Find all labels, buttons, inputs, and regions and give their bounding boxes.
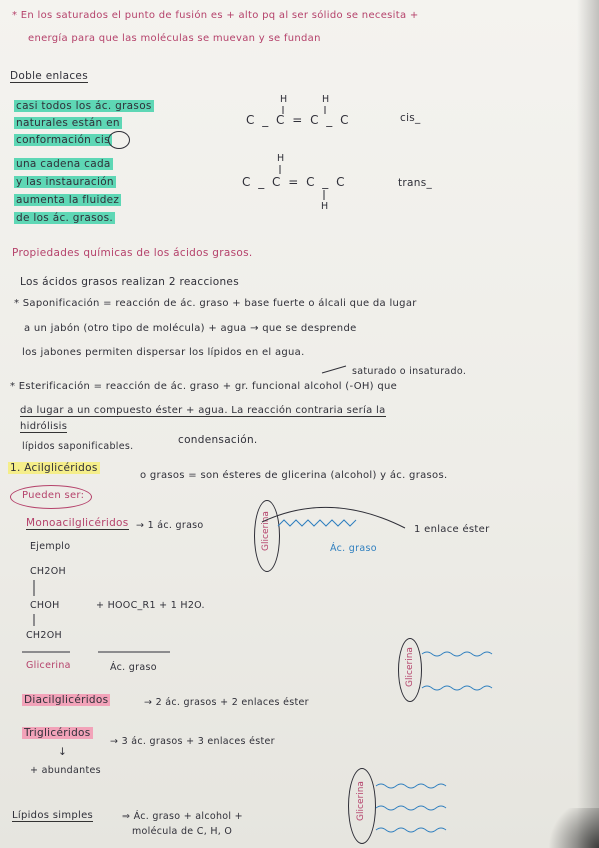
simples-definition-1: ⇒ Ác. graso + alcohol + xyxy=(122,811,243,822)
note-line-2: energía para que las moléculas se muevan y se fundan xyxy=(28,33,321,44)
prop-line-7: hidrólisis xyxy=(20,421,68,432)
trans-formula: C _ C = C _ C xyxy=(242,175,347,189)
section-acilgliceridos: 1. Acilglicéridos xyxy=(10,462,98,474)
trans-label: trans_ xyxy=(398,177,433,189)
note-green-6: aumenta la fluidez xyxy=(16,194,120,206)
note-green-4: una cadena cada xyxy=(16,158,111,170)
reaction-equation: + HOOC_R1 + 1 H2O. xyxy=(96,600,205,611)
di-title: Diacilglicéridos xyxy=(24,694,109,706)
fatty-acid-zigzag-1 xyxy=(278,520,356,526)
prop-line-6: da lugar a un compuesto éster + agua. La reacción contraria sería la xyxy=(20,405,386,416)
h-atom-4: H xyxy=(321,201,329,212)
prop-line-5: * Esterificación = reacción de ác. graso + gr. funcional alcohol (-OH) que xyxy=(10,381,398,392)
note-green-7: de los ác. grasos. xyxy=(16,212,114,224)
annotation-arrow xyxy=(322,366,346,373)
section-doble-enlaces: Doble enlaces xyxy=(10,70,88,82)
prop-line-8b: condensación. xyxy=(178,434,258,446)
prop-line-8a: lípidos saponificables. xyxy=(22,441,134,452)
di-definition: → 2 ác. grasos + 2 enlaces éster xyxy=(144,697,309,708)
glicerina-label-2: Glicerina xyxy=(405,647,415,687)
note-green-1: casi todos los ác. grasos xyxy=(16,100,152,112)
fatty-acid-wave-2a xyxy=(422,652,492,656)
simples-definition-2: molécula de C, H, O xyxy=(132,826,233,837)
glicerina-label-1: Glicerina xyxy=(261,511,271,551)
prop-line-3: a un jabón (otro tipo de molécula) + agua → que se desprende xyxy=(24,323,357,334)
choh-middle: CHOH xyxy=(30,600,60,611)
glicerina-label-3: Glicerina xyxy=(356,781,366,821)
section-propiedades: Propiedades químicas de los ácidos grasos. xyxy=(12,247,253,259)
abundantes-label: + abundantes xyxy=(30,765,101,776)
acil-definition: o grasos = son ésteres de glicerina (alcohol) y ác. grasos. xyxy=(140,470,448,481)
ch2oh-bottom: CH2OH xyxy=(26,630,62,641)
note-green-2: naturales están en xyxy=(16,117,120,129)
fatty-acid-wave-2b xyxy=(422,686,492,690)
ester-bond-arc xyxy=(262,507,405,528)
glicerina-caption: Glicerina xyxy=(26,660,71,671)
prop-line-4: los jabones permiten dispersar los lípidos en el agua. xyxy=(22,347,305,358)
ejemplo-label: Ejemplo xyxy=(30,541,71,552)
tri-definition: → 3 ác. grasos + 3 enlaces éster xyxy=(110,736,275,747)
cis-label: cis_ xyxy=(400,112,421,124)
h-atom-1: H xyxy=(280,94,288,105)
h-atom-3: H xyxy=(277,153,285,164)
ac-graso-label-1: Ác. graso xyxy=(330,543,377,554)
fatty-acid-wave-3c xyxy=(376,828,446,832)
ac-graso-caption: Ác. graso xyxy=(110,662,157,673)
prop-line-5a: saturado o insaturado. xyxy=(352,366,467,377)
note-line-1: * En los saturados el punto de fusión es + alto pq al ser sólido se necesita + xyxy=(12,10,419,21)
arrow-down: ↓ xyxy=(58,746,68,758)
tri-title: Triglicéridos xyxy=(24,727,91,739)
note-green-3: conformación cis xyxy=(16,134,110,146)
prop-line-1: Los ácidos grasos realizan 2 reacciones xyxy=(20,276,239,288)
note-green-5: y las instauración xyxy=(16,176,114,188)
simples-title: Lípidos simples xyxy=(12,810,94,821)
cis-formula: C _ C = C _ C xyxy=(246,113,351,127)
h-atom-2: H xyxy=(322,94,330,105)
mono-definition: → 1 ác. graso xyxy=(136,520,204,531)
fatty-acid-wave-3b xyxy=(376,806,446,810)
prop-line-2: * Saponificación = reacción de ác. graso + base fuerte o álcali que da lugar xyxy=(14,298,417,309)
pueden-ser: Pueden ser: xyxy=(22,490,85,501)
fatty-acid-wave-3a xyxy=(376,784,446,788)
mono-title: Monoacilglicéridos xyxy=(26,517,129,529)
enlace-ester-label: 1 enlace éster xyxy=(414,524,490,535)
ch2oh-top: CH2OH xyxy=(30,566,66,577)
